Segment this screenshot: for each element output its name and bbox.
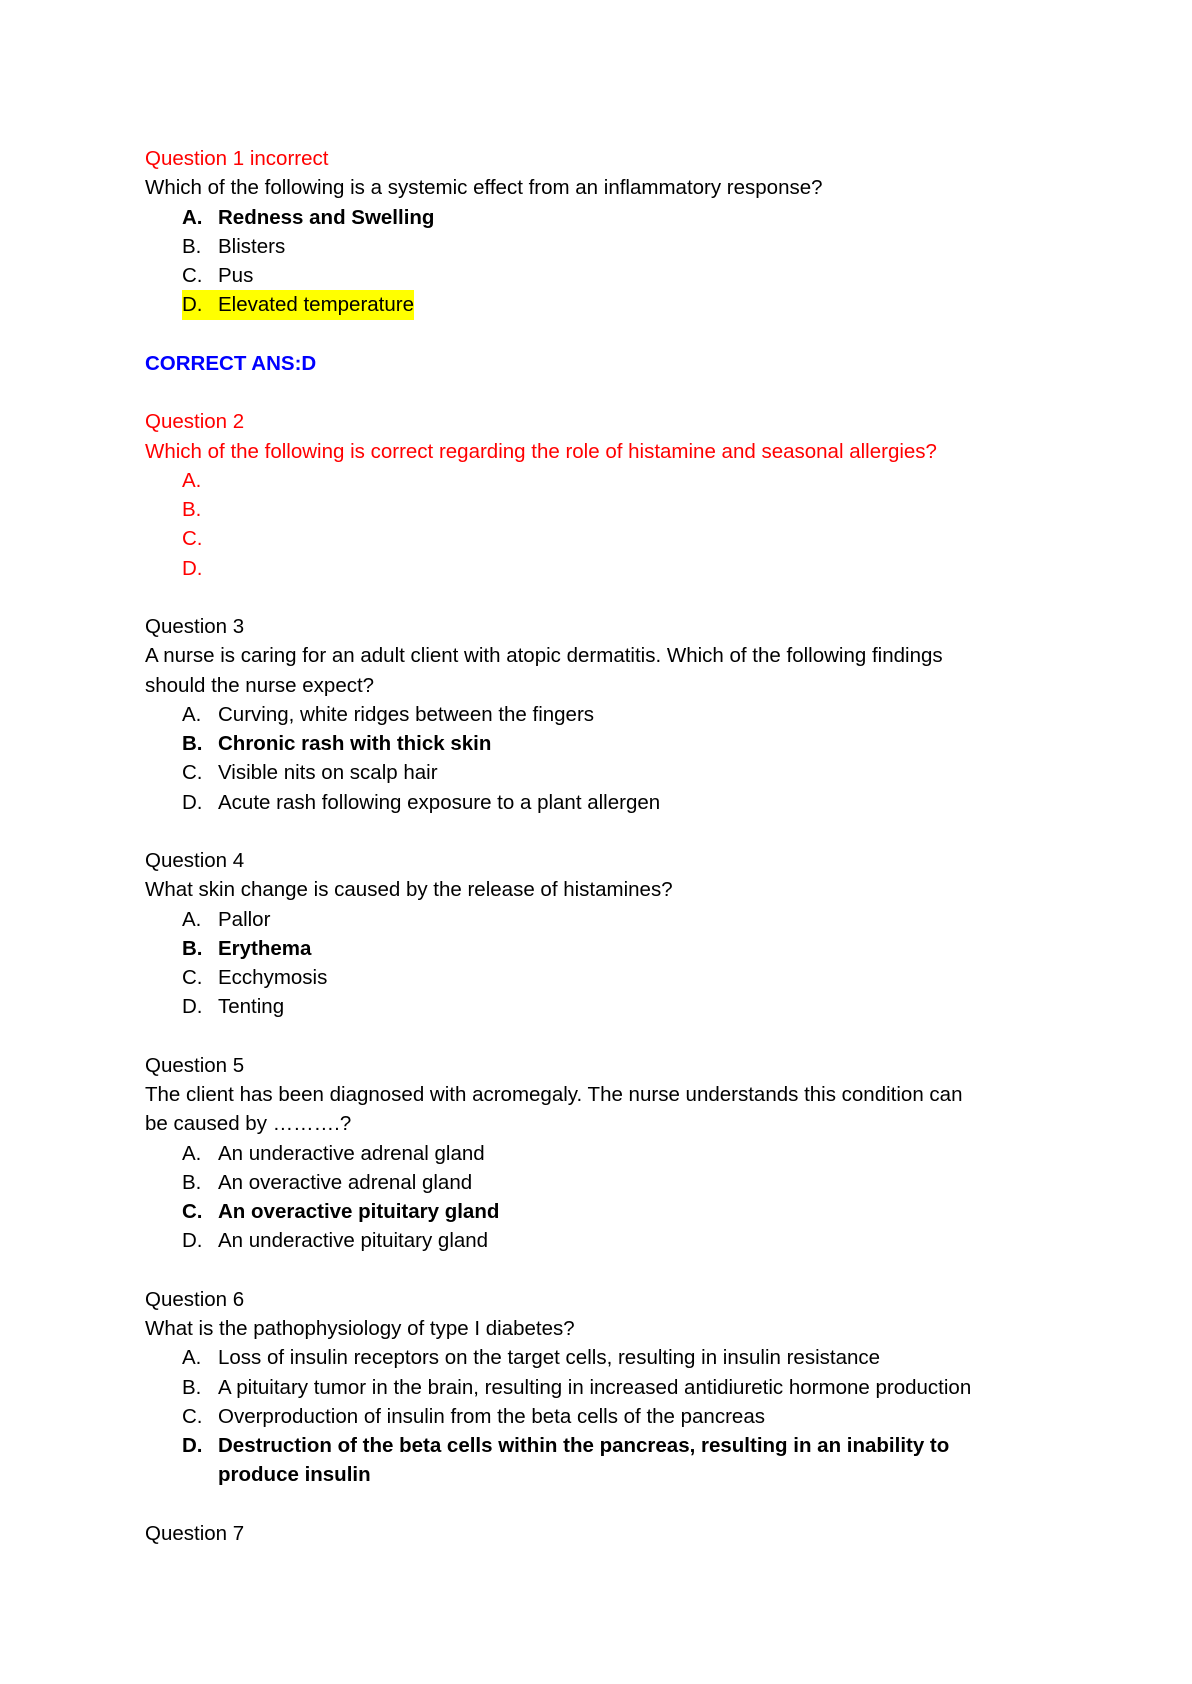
- option-c: [145, 1402, 1045, 1431]
- option-text: Destruction of the beta cells within the pancreas, resulting in an inability to produce insulin: [218, 1434, 950, 1487]
- question-6-heading: Question 6: [145, 1287, 245, 1311]
- question-6-text: What is the pathophysiology of type I diabetes?: [145, 1317, 575, 1340]
- question-1-heading: Question 1 incorrect: [145, 147, 329, 170]
- option-a: [145, 1139, 1045, 1168]
- option-a: [145, 700, 1045, 729]
- option-d: [145, 290, 1045, 319]
- option-a: [145, 905, 1045, 934]
- option-letter: B.: [182, 234, 202, 258]
- option-b: [145, 232, 1045, 261]
- option-letter: A.: [182, 205, 203, 229]
- question-3-text-cont: should the nurse expect?: [145, 673, 375, 697]
- option-letter: B.: [182, 1170, 202, 1194]
- option-letter: C.: [182, 264, 203, 287]
- question-3-heading: Question 3: [145, 615, 245, 638]
- option-letter: B.: [182, 936, 203, 960]
- question-5-text: The client has been diagnosed with acromegaly. The nurse understands this condition can: [145, 1083, 963, 1106]
- option-letter: D.: [182, 1229, 203, 1253]
- option-letter: C.: [182, 1200, 203, 1223]
- option-letter: C.: [182, 761, 203, 785]
- option-d: [145, 1431, 1045, 1490]
- option-text: Visible nits on scalp hair: [218, 761, 438, 785]
- option-letter: B.: [182, 732, 203, 755]
- option-c: [145, 963, 1045, 992]
- question-5-text-cont: be caused by ……….?: [145, 1112, 352, 1136]
- question-3-text: A nurse is caring for an adult client with atopic dermatitis. Which of the following findings: [145, 644, 943, 668]
- option-letter: A.: [182, 1346, 202, 1370]
- option-letter: B.: [182, 498, 202, 521]
- option-d: [145, 1226, 1045, 1255]
- option-text: An overactive adrenal gland: [218, 1170, 473, 1194]
- option-b: [145, 729, 1045, 758]
- question-4-text: What skin change is caused by the release of histamines?: [145, 878, 673, 902]
- option-text: Loss of insulin receptors on the target cells, resulting in insulin resistance: [218, 1346, 881, 1370]
- question-2-text: Which of the following is correct regarding the role of histamine and seasonal allergies?: [145, 439, 937, 463]
- option-text: Redness and Swelling: [218, 205, 435, 229]
- document-page: [145, 144, 1045, 1548]
- option-b: [145, 934, 1045, 963]
- option-text: An overactive pituitary gland: [218, 1200, 500, 1223]
- question-7-heading: Question 7: [145, 1521, 245, 1545]
- option-d: [145, 788, 1045, 817]
- option-text: Pus: [218, 264, 254, 287]
- option-text: Elevated temperature: [218, 293, 415, 317]
- option-text: Blisters: [218, 234, 286, 258]
- question-5-heading: Question 5: [145, 1053, 245, 1077]
- option-letter: D.: [182, 556, 203, 580]
- option-text: Pallor: [218, 907, 271, 931]
- option-letter: D.: [182, 1434, 203, 1457]
- option-text: A pituitary tumor in the brain, resulting in increased antidiuretic hormone production: [218, 1375, 972, 1399]
- option-text: Tenting: [218, 995, 285, 1019]
- correct-answer: CORRECT ANS:D: [145, 351, 317, 375]
- option-c: [145, 524, 1045, 553]
- option-letter: C.: [182, 1404, 203, 1428]
- highlighted-answer: [182, 290, 414, 319]
- option-letter: C.: [182, 527, 203, 551]
- option-text: Ecchymosis: [218, 966, 328, 989]
- question-1-text: Which of the following is a systemic effect from an inflammatory response?: [145, 176, 823, 200]
- option-text: Chronic rash with thick skin: [218, 732, 492, 755]
- option-text: Curving, white ridges between the fingers: [218, 702, 595, 726]
- option-text: An underactive pituitary gland: [218, 1229, 489, 1253]
- option-text: Acute rash following exposure to a plant allergen: [218, 790, 661, 814]
- option-letter: A.: [182, 702, 202, 726]
- option-d: [145, 554, 1045, 583]
- option-letter: D.: [182, 790, 203, 814]
- option-text: Overproduction of insulin from the beta cells of the pancreas: [218, 1404, 765, 1428]
- question-4-heading: Question 4: [145, 849, 245, 872]
- option-b: [145, 1168, 1045, 1197]
- option-letter: A.: [182, 468, 202, 492]
- option-a: [145, 203, 1045, 232]
- option-letter: A.: [182, 1141, 202, 1165]
- option-c: [145, 758, 1045, 787]
- option-letter: C.: [182, 966, 203, 989]
- option-d: [145, 992, 1045, 1021]
- option-letter: D.: [182, 995, 203, 1019]
- option-a: [145, 466, 1045, 495]
- option-text: An underactive adrenal gland: [218, 1141, 485, 1165]
- option-a: [145, 1343, 1045, 1372]
- option-b: [145, 1373, 1045, 1402]
- option-letter: D.: [182, 293, 203, 317]
- option-letter: A.: [182, 907, 202, 931]
- option-b: [145, 495, 1045, 524]
- option-letter: B.: [182, 1375, 202, 1399]
- option-text: Erythema: [218, 936, 312, 960]
- question-2-heading: Question 2: [145, 410, 245, 434]
- option-c: [145, 261, 1045, 290]
- option-c: [145, 1197, 1045, 1226]
